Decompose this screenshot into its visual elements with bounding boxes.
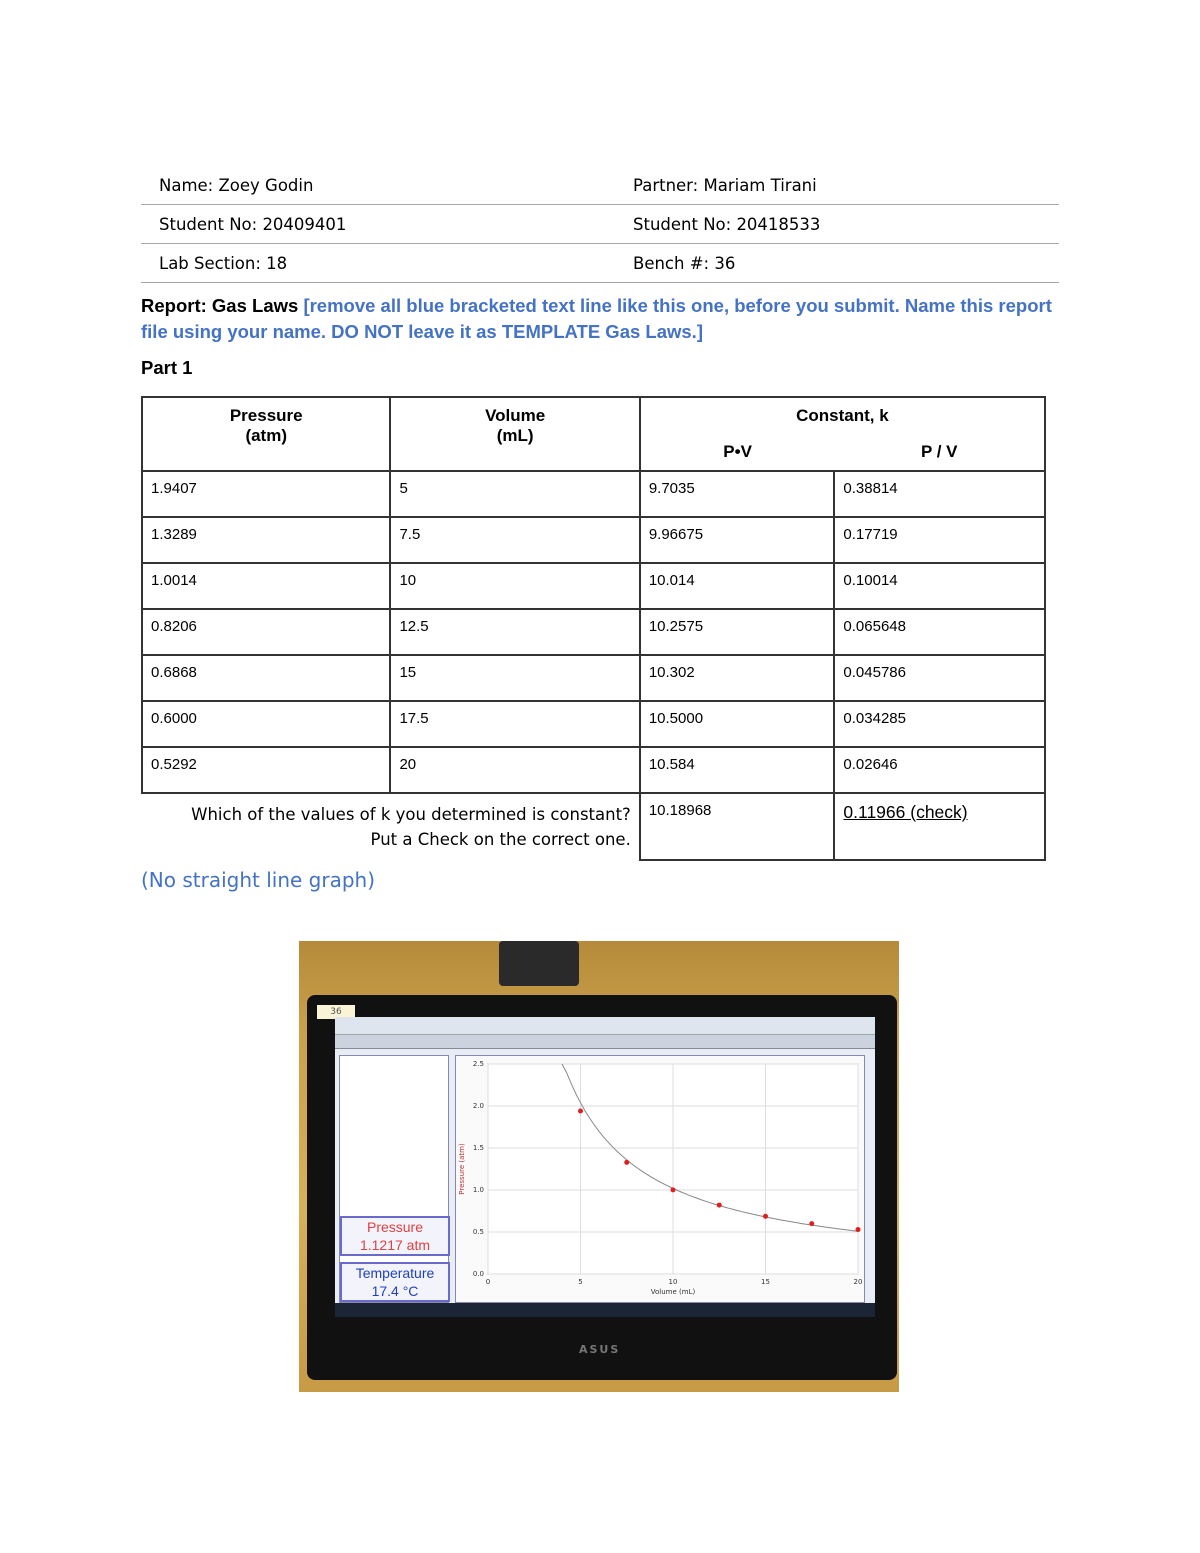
partner-field: Partner: Mariam Tirani: [633, 175, 817, 195]
y-tick-label: 2.0: [472, 1102, 484, 1110]
table-row: [142, 655, 1045, 701]
pressure-readout-value: 1.1217 atm: [359, 1237, 431, 1253]
report-title: Report: Gas Laws: [141, 295, 299, 316]
table-row: [142, 563, 1045, 609]
volume-header-label: Volume: [485, 406, 546, 425]
table-cell: 0.10014: [834, 563, 1045, 609]
table-row: [142, 609, 1045, 655]
table-cell: 12.5: [390, 609, 639, 655]
table-cell: 10.014: [640, 563, 835, 609]
x-tick-label: 5: [578, 1278, 583, 1286]
table-cell: 5: [390, 471, 639, 517]
table-cell: 15: [390, 655, 639, 701]
table-cell: 0.02646: [834, 747, 1045, 793]
x-tick-label: 15: [761, 1278, 770, 1286]
question-line-1: Which of the values of k you determined is constant?: [191, 805, 631, 824]
table-row: [142, 471, 1045, 517]
temperature-readout: [340, 1262, 450, 1302]
pressure-readout: [340, 1216, 450, 1256]
pressure-unit: (atm): [245, 426, 287, 445]
table-cell: 0.17719: [834, 517, 1045, 563]
table-cell: 1.9407: [142, 471, 390, 517]
table-cell: 17.5: [390, 701, 639, 747]
student-info-table: [141, 166, 1059, 283]
table-cell: 9.7035: [640, 471, 835, 517]
data-point: [671, 1187, 676, 1192]
bench-field: Bench #: 36: [633, 253, 736, 273]
report-heading: [141, 293, 1061, 345]
lab-photo: [299, 941, 899, 1392]
constant-question: [142, 793, 640, 860]
table-cell: 1.0014: [142, 563, 390, 609]
data-point: [809, 1221, 814, 1226]
student-no-field: Student No: 20409401: [159, 214, 347, 234]
data-table-pane: [339, 1055, 449, 1303]
data-point: [578, 1108, 583, 1113]
info-row-3: [141, 244, 1059, 283]
data-point: [856, 1227, 861, 1232]
app-toolbar: [335, 1035, 875, 1049]
pv-average-cell: 10.18968: [640, 793, 835, 860]
table-cell: 0.6868: [142, 655, 390, 701]
y-tick-label: 0.5: [472, 1228, 484, 1236]
temperature-readout-label: Temperature: [355, 1265, 435, 1281]
question-line-2: Put a Check on the correct one.: [370, 830, 631, 849]
x-tick-label: 20: [853, 1278, 863, 1286]
report-note: [remove all blue bracketed text line like this one, before you submit. Name this report file using your name. DO NOT leave it as TEMPLATE Gas Laws.]: [141, 295, 1052, 342]
table-cell: 10.2575: [640, 609, 835, 655]
partner-student-no-field: Student No: 20418533: [633, 214, 821, 234]
graph-pane: [455, 1055, 865, 1303]
data-point: [717, 1203, 722, 1208]
monitor-brand: ASUS: [579, 1343, 621, 1356]
bench-sticker: 36: [317, 1005, 355, 1019]
data-point: [763, 1214, 768, 1219]
volume-header: [390, 397, 639, 471]
table-cell: 9.96675: [640, 517, 835, 563]
monitor: [307, 995, 897, 1380]
pressure-volume-chart: [456, 1056, 866, 1304]
table-cell: 0.6000: [142, 701, 390, 747]
constant-header: Constant, k: [640, 397, 1045, 434]
x-tick-label: 10: [668, 1278, 678, 1286]
table-cell: 10.5000: [640, 701, 835, 747]
x-tick-label: 0: [485, 1278, 491, 1286]
table-cell: 20: [390, 747, 639, 793]
camera-device: [499, 941, 579, 986]
pv-header: P•V: [640, 434, 835, 471]
taskbar: [335, 1303, 875, 1317]
graph-note: (No straight line graph): [141, 868, 376, 892]
table-cell: 0.034285: [834, 701, 1045, 747]
app-menubar: [335, 1017, 875, 1035]
x-axis-label: Volume (mL): [650, 1288, 696, 1296]
table-row: [142, 747, 1045, 793]
volume-unit: (mL): [496, 426, 534, 445]
table-cell: 10: [390, 563, 639, 609]
p-over-v-header: P / V: [834, 434, 1045, 471]
data-rows: [142, 471, 1045, 793]
pressure-header: [142, 397, 390, 471]
temperature-readout-value: 17.4 °C: [371, 1283, 419, 1299]
pressure-header-label: Pressure: [229, 406, 303, 425]
table-cell: 0.065648: [834, 609, 1045, 655]
monitor-screen: [335, 1017, 875, 1317]
table-cell: 7.5: [390, 517, 639, 563]
part-heading: Part 1: [141, 357, 193, 378]
table-cell: 0.38814: [834, 471, 1045, 517]
y-tick-label: 1.5: [472, 1144, 484, 1152]
table-cell: 0.5292: [142, 747, 390, 793]
table-cell: 0.8206: [142, 609, 390, 655]
info-row-2: [141, 205, 1059, 244]
y-axis-label: Pressure (atm): [458, 1143, 466, 1195]
name-field: Name: Zoey Godin: [159, 175, 314, 195]
data-table: [141, 396, 1046, 861]
y-tick-label: 1.0: [472, 1186, 484, 1194]
y-tick-label: 2.5: [472, 1060, 484, 1068]
table-row: [142, 701, 1045, 747]
table-cell: 1.3289: [142, 517, 390, 563]
table-cell: 0.045786: [834, 655, 1045, 701]
y-tick-label: 0.0: [472, 1270, 484, 1278]
data-point: [624, 1160, 629, 1165]
info-row-1: [141, 166, 1059, 205]
lab-section-field: Lab Section: 18: [159, 253, 288, 273]
table-cell: 10.302: [640, 655, 835, 701]
p-over-v-check-cell: 0.11966 (check): [834, 793, 1045, 860]
table-row: [142, 517, 1045, 563]
table-cell: 10.584: [640, 747, 835, 793]
pressure-readout-label: Pressure: [366, 1219, 424, 1235]
